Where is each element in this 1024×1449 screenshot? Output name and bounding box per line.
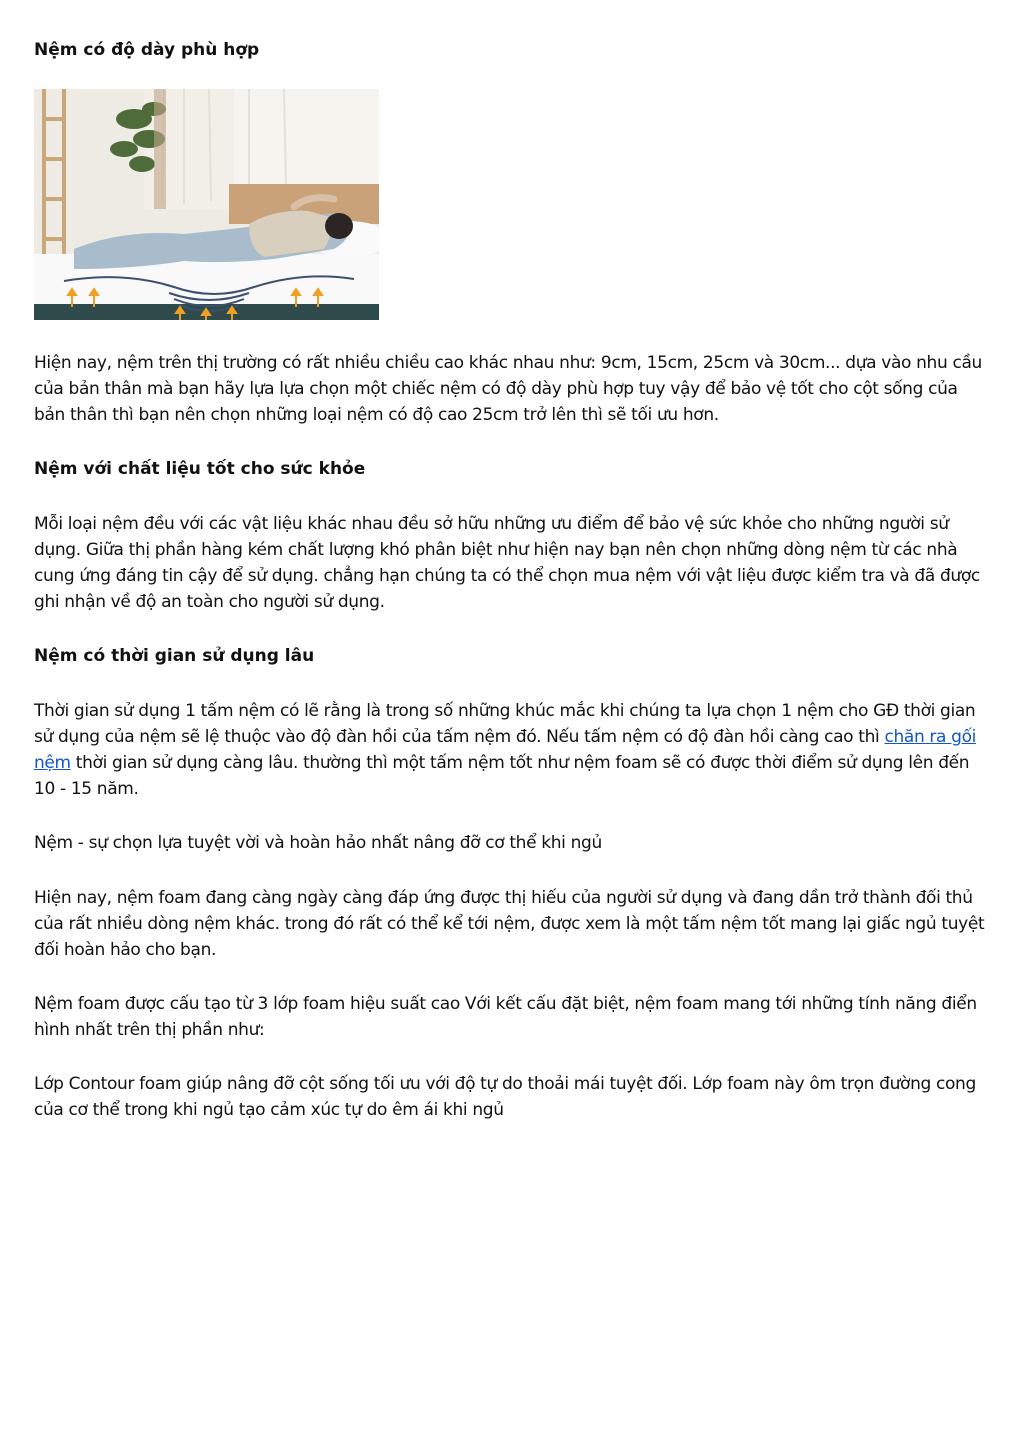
bedding-link[interactable]: chăn ra gối nệm (34, 727, 977, 773)
paragraph-foam-popularity: Hiện nay, nệm foam đang càng ngày càng đáp ứng được thị hiếu của người sử dụng và đang dần trở thành đối thủ của rất nhiều dòng nệm khác. trong đó rất có thể kể tới nệm, được xem là một tấm nệm tốt mang lại giấc ngủ tuyệt đối hoàn hảo cho bạn. (34, 888, 985, 960)
paragraph-lifespan-text-end: thời gian sử dụng càng lâu. thường thì một tấm nệm tốt như nệm foam sẽ có được thời điểm sử dụng lên đến 10 - 15 năm. (34, 753, 970, 799)
paragraph-material: Mỗi loại nệm đều với các vật liệu khác nhau đều sở hữu những ưu điểm để bảo vệ sức khỏe cho những người sử dụng. Giữa thị phần hàng kém chất lượng khó phân biệt như hiện nay bạn nên chọn những dòng nệm từ các nhà cung ứng đáng tin cậy để sử dụng. chẳng hạn chúng ta có thể chọn mua nệm với vật liệu được kiểm tra và đã được ghi nhận về độ an toàn cho người sử dụng. (34, 514, 980, 612)
paragraph-thickness: Hiện nay, nệm trên thị trường có rất nhiều chiều cao khác nhau như: 9cm, 15cm, 25cm và 30cm... dựa vào nhu cầu của bản thân mà bạn hãy lựa lựa chọn một chiếc nệm có độ dày phù hợp tuy vậy để bảo vệ tốt cho cột sống của bản thân thì bạn nên chọn những loại nệm có độ cao 25cm trở lên thì sẽ tối ưu hơn. (34, 353, 982, 425)
heading-material: Nệm với chất liệu tốt cho sức khỏe (34, 459, 366, 479)
paragraph-intro-line: Nệm - sự chọn lựa tuyệt vời và hoàn hảo nhất nâng đỡ cơ thể khi ngủ (34, 833, 602, 853)
paragraph-contour-foam: Lớp Contour foam giúp nâng đỡ cột sống tối ưu với độ tự do thoải mái tuyệt đối. Lớp foam này ôm trọn đường cong của cơ thể trong khi ngủ tạo cảm xúc tự do êm ái khi ngủ (34, 1074, 976, 1120)
paragraph-lifespan (34, 698, 990, 802)
mattress-illustration-image (34, 89, 379, 320)
paragraph-lifespan-text-start: Thời gian sử dụng 1 tấm nệm có lẽ rằng là trong số những khúc mắc khi chúng ta lựa chọn 1 nệm cho GĐ thời gian sử dụng của nệm sẽ lệ thuộc vào độ đàn hồi của tấm nệm đó. Nếu tấm nệm có độ đàn hồi càng cao thì (34, 701, 976, 747)
paragraph-foam-layers: Nệm foam được cấu tạo từ 3 lớp foam hiệu suất cao Với kết cấu đặt biệt, nệm foam mang tới những tính năng điển hình nhất trên thị phần như: (34, 994, 977, 1040)
heading-thickness: Nệm có độ dày phù hợp (34, 40, 260, 60)
heading-lifespan: Nệm có thời gian sử dụng lâu (34, 646, 315, 666)
